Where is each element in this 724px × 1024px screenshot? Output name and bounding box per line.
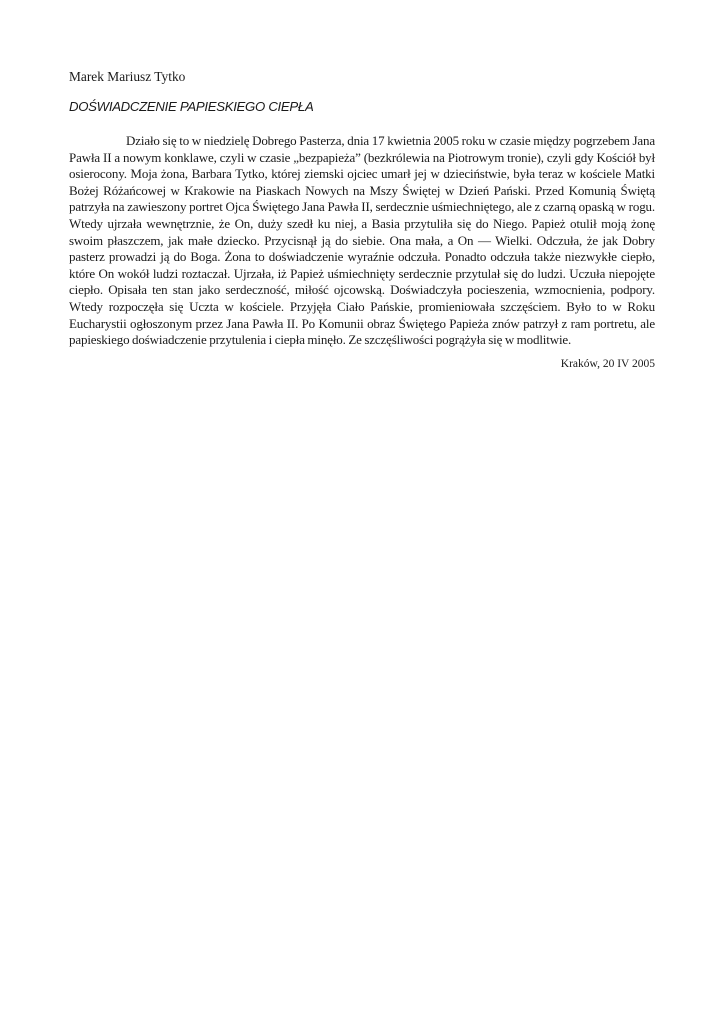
place-date: Kraków, 20 IV 2005 [560, 358, 655, 370]
document-title: DOŚWIADCZENIE PAPIESKIEGO CIEPŁA [69, 99, 314, 114]
author-name: Marek Mariusz Tytko [69, 69, 186, 84]
body-paragraph: Działo się to w niedzielę Dobrego Pasterza, dnia 17 kwietnia 2005 roku w czasie między pogrzebem Jana Pawła II a nowym konklawe, czyli w czasie „bezpapieża” (bezkrólewia na Piotrowym tronie), czyli gdy Kościół był osierocony. Moja żona, Barbara Tytko, której ziemski ojciec umarł jej w dzieciństwie, była teraz w kościele Matki Bożej Różańcowej w Krakowie na Piaskach Nowych na Mszy Świętej w Dzień Pański. Przed Komunią Świętą patrzyła na zawieszony portret Ojca Świętego Jana Pawła II, serdecznie uśmiechniętego, ale z czarną opaską w rogu. Wtedy ujrzała wewnętrznie, że On, duży szedł ku niej, a Basia przytuliła się do Niego. Papież otulił moją żonę swoim płaszczem, jak małe dziecko. Przycisnął ją do siebie. Ona mała, a On — Wielki. Odczuła, że jak Dobry pasterz prowadzi ją do Boga. Żona to doświadczenie wyraźnie odczuła. Ponadto odczuła także niezwykłe ciepło, które On wokół ludzi roztaczał. Ujrzała, iż Papież uśmiechnięty serdecznie przytulał się do ludzi. Uczuła niepojęte ciepło. Opisała ten stan jako serdeczność, miłość ojcowską. Doświadczyła pocieszenia, wzmocnienia, podpory. Wtedy rozpoczęła się Uczta w kościele. Przyjęła Ciało Pańskie, promieniowała szczęściem. Było to w Roku Eucharystii ogłoszonym przez Jana Pawła II. Po Komunii obraz Świętego Papieża znów patrzył z ram portretu, ale papieskiego doświadczenie przytulenia i ciepła minęło. Ze szczęśliwości pogrążyła się w modlitwie. [69, 133, 655, 348]
